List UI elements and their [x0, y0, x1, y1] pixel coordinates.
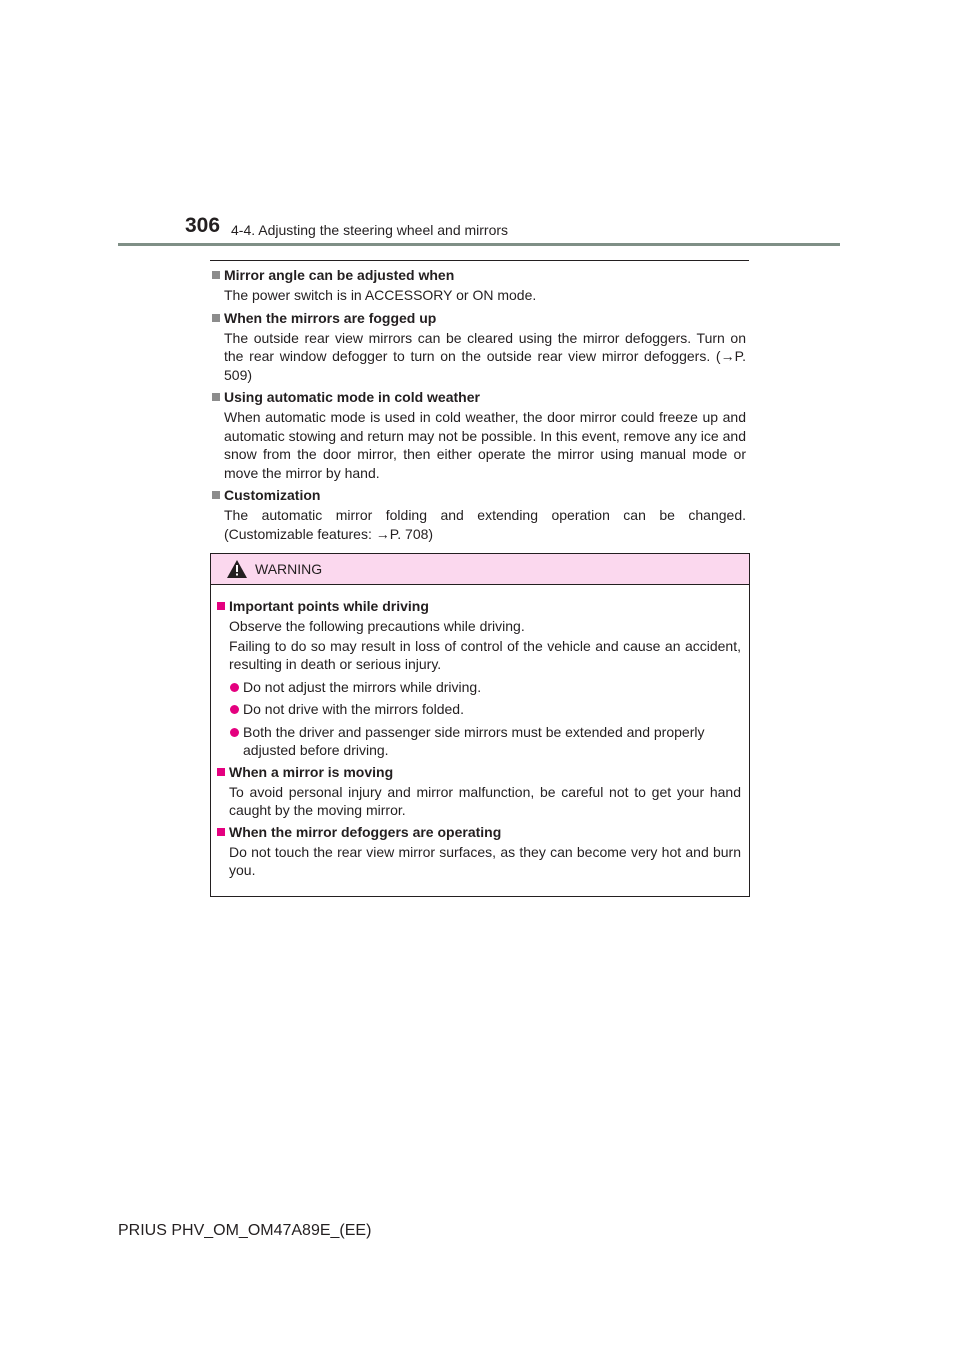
note-mirror-angle [210, 266, 746, 305]
warning-bullet [215, 678, 745, 697]
warning-box [210, 553, 750, 897]
warning-heading: Important points while driving [229, 598, 429, 614]
warning-heading: When the mirror defoggers are operating [229, 823, 502, 840]
dot-bullet-icon [230, 683, 239, 692]
dot-bullet-icon [230, 728, 239, 737]
notes-section [210, 266, 746, 547]
square-bullet-icon [217, 768, 225, 776]
warning-item-defoggers [215, 823, 745, 880]
warning-bullet [215, 723, 745, 760]
warning-item-moving-mirror [215, 763, 745, 820]
page-number: 306 [185, 214, 221, 237]
section-title: 4-4. Adjusting the steering wheel and mirrors [231, 222, 509, 238]
warning-content [211, 585, 749, 880]
header-rule [118, 243, 840, 246]
bullet-text: Do not drive with the mirrors folded. [243, 701, 464, 717]
note-cold-weather [210, 388, 746, 482]
warning-body-line: Observe the following precautions while driving. [229, 618, 525, 634]
bullet-text: Both the driver and passenger side mirrors must be extended and properly adjusted before driving. [243, 723, 705, 758]
square-bullet-icon [217, 602, 225, 610]
square-bullet-icon [212, 491, 220, 499]
note-body: The automatic mirror folding and extending operation can be changed. (Customizable features: →P. 708) [224, 507, 746, 542]
note-body: When automatic mode is used in cold weather, the door mirror could freeze up and automatic stowing and return may not be possible. In this event, remove any ice and snow from the door mirror, then either operate the mirror using manual mode or move the mirror by hand. [224, 409, 746, 481]
note-body: The power switch is in ACCESSORY or ON mode. [224, 287, 537, 303]
warning-item-driving [215, 597, 745, 760]
square-bullet-icon [212, 393, 220, 401]
square-bullet-icon [212, 314, 220, 322]
bullet-text: Do not adjust the mirrors while driving. [243, 678, 482, 695]
square-bullet-icon [212, 271, 220, 279]
warning-heading: When a mirror is moving [229, 763, 394, 780]
square-bullet-icon [217, 828, 225, 836]
note-heading: When the mirrors are fogged up [224, 309, 437, 326]
note-heading: Mirror angle can be adjusted when [224, 267, 455, 283]
note-heading: Customization [224, 487, 321, 503]
note-body: The outside rear view mirrors can be cleared using the mirror defoggers. Turn on the rear window defogger to turn on the outside rear view mirror defoggers. (→P. 509) [224, 329, 746, 383]
note-heading: Using automatic mode in cold weather [224, 389, 480, 405]
note-fogged-mirrors [210, 309, 746, 385]
warning-header [211, 554, 749, 585]
footer-document-code: PRIUS PHV_OM_OM47A89E_(EE) [118, 1222, 372, 1239]
warning-body-line: Failing to do so may result in loss of control of the vehicle and cause an accident, resulting in death or serious injury. [229, 637, 741, 672]
warning-label: WARNING [255, 561, 323, 577]
warning-triangle-icon [227, 560, 247, 583]
dot-bullet-icon [230, 705, 239, 714]
note-customization [210, 486, 746, 543]
warning-body-line: Do not touch the rear view mirror surfaces, as they can become very hot and burn you. [229, 843, 741, 878]
warning-body-line: To avoid personal injury and mirror malfunction, be careful not to get your hand caught by the moving mirror. [229, 783, 741, 818]
warning-bullet [215, 700, 745, 719]
content-rule [210, 260, 749, 261]
